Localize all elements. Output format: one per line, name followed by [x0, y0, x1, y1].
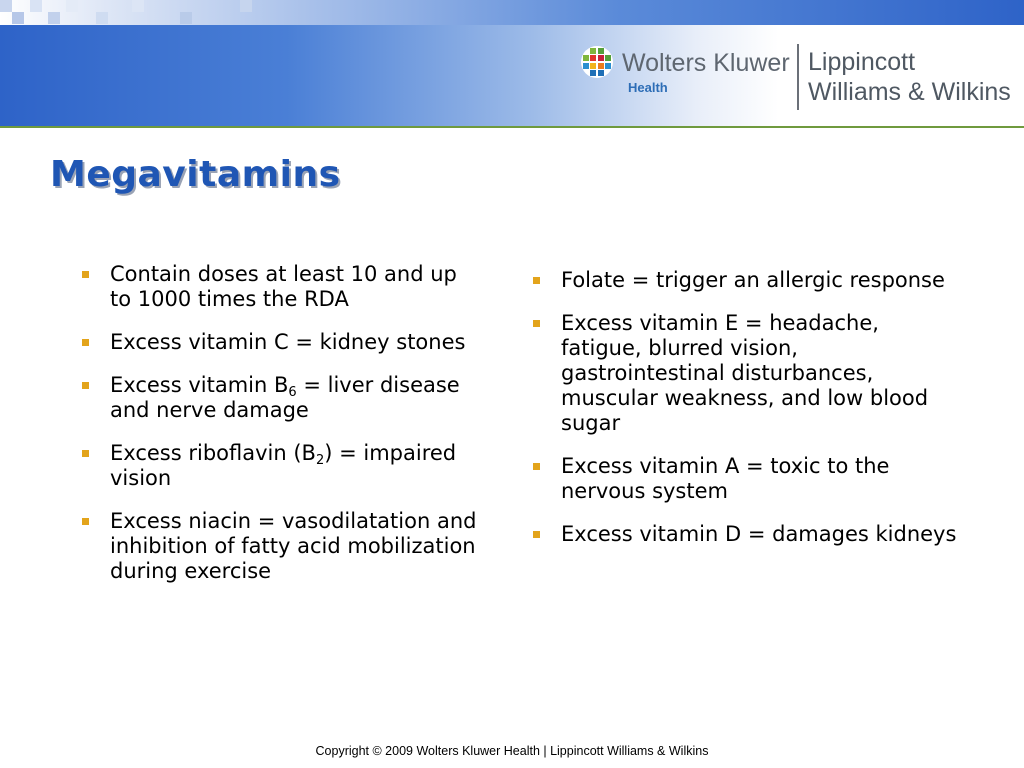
bullet-text: Excess niacin = vasodilatation and inhibition of fatty acid mobilization during exercise: [110, 509, 477, 583]
logo-divider: [797, 44, 799, 110]
bullet-text: Excess vitamin E = headache, fatigue, blurred vision, gastrointestinal disturbances, muscular weakness, and low blood sugar: [561, 311, 929, 435]
bullet-text-pre: Excess vitamin B: [110, 373, 289, 397]
right-bullet-column: [531, 268, 961, 565]
bullet-item: [80, 330, 480, 355]
wolters-kluwer-logo-icon: [580, 45, 614, 79]
square-bullet-icon: [82, 382, 89, 389]
bullet-item: [80, 509, 480, 584]
copyright-footer: Copyright © 2009 Wolters Kluwer Health | Lippincott Williams & Wilkins: [315, 744, 709, 758]
square-bullet-icon: [533, 320, 540, 327]
bullet-text: Folate = trigger an allergic response: [561, 268, 945, 292]
decor-square: [96, 12, 108, 24]
header-band: [0, 0, 1024, 128]
partner-name-line2: Williams & Wilkins: [808, 78, 1011, 106]
bullet-subscript: 6: [288, 385, 297, 400]
decor-square: [0, 0, 12, 12]
square-bullet-icon: [533, 277, 540, 284]
brand-subtitle: Health: [628, 80, 668, 95]
square-bullet-icon: [82, 339, 89, 346]
decor-square: [132, 0, 144, 12]
bullet-item: [531, 268, 961, 293]
bullet-text: Excess vitamin D = damages kidneys: [561, 522, 957, 546]
square-bullet-icon: [82, 518, 89, 525]
header-rule: [0, 126, 1024, 128]
decor-square: [66, 0, 78, 12]
bullet-item: [531, 522, 961, 547]
bullet-item: [80, 373, 480, 423]
decor-square: [12, 12, 24, 24]
header-top-strip: [0, 0, 1024, 25]
bullet-item: [80, 262, 480, 312]
bullet-subscript: 2: [315, 453, 325, 468]
square-bullet-icon: [82, 450, 89, 457]
bullet-text-post: = liver disease and nerve damage: [110, 373, 460, 422]
square-bullet-icon: [533, 531, 540, 538]
slide-title: Megavitamins: [50, 154, 341, 195]
bullet-text: Excess vitamin C = kidney stones: [110, 330, 466, 354]
bullet-text-post: ) = impaired vision: [110, 441, 457, 490]
bullet-item: [531, 311, 961, 436]
decor-square: [240, 0, 252, 12]
brand-name: Wolters Kluwer: [622, 49, 790, 77]
decor-square: [30, 0, 42, 12]
decor-square: [48, 12, 60, 24]
square-bullet-icon: [533, 463, 540, 470]
bullet-text: Contain doses at least 10 and up to 1000 times the RDA: [110, 262, 457, 311]
bullet-item: [531, 454, 961, 504]
decor-square: [180, 12, 192, 24]
left-bullet-column: [80, 262, 480, 602]
square-bullet-icon: [82, 271, 89, 278]
bullet-text-pre: Excess riboflavin (B: [110, 441, 316, 465]
bullet-item: [80, 441, 480, 491]
bullet-text: Excess vitamin A = toxic to the nervous system: [561, 454, 890, 503]
partner-name-line1: Lippincott: [808, 48, 916, 76]
